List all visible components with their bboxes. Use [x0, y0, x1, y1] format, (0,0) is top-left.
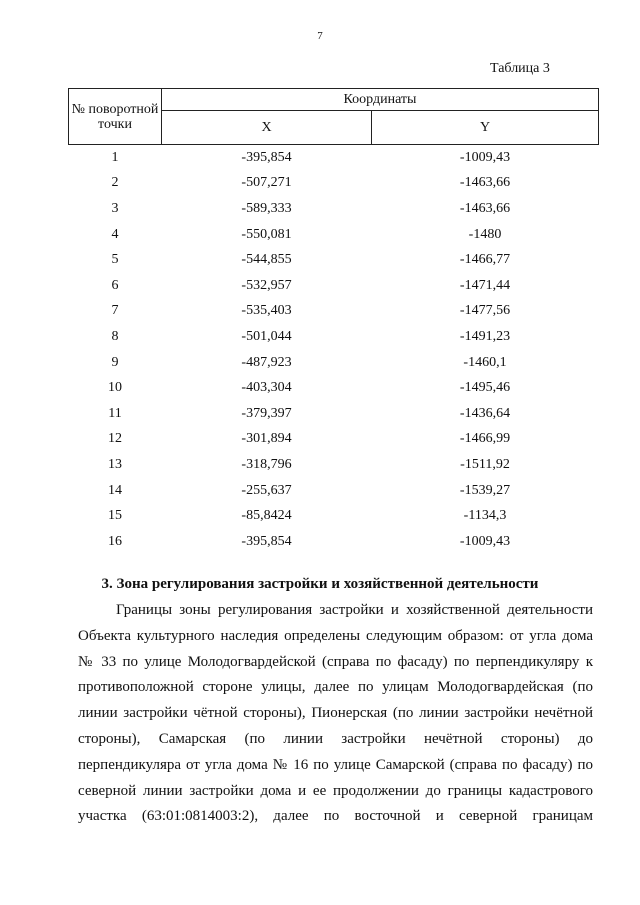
- cell-x: -255,637: [241, 482, 292, 498]
- cell-x: -395,854: [241, 149, 292, 165]
- cell-y: -1463,66: [459, 200, 511, 216]
- table-row: [69, 222, 599, 248]
- paragraph-line: участка (63:01:0814003:2), далее по восточной и северной границам: [78, 808, 593, 825]
- cell-y: -1009,43: [459, 149, 511, 165]
- paragraph-line: северной линии застройки дома и ее продолжении до границы кадастрового: [78, 782, 593, 799]
- cell-y: -1495,46: [459, 380, 511, 396]
- cell-y: -1480: [468, 226, 502, 242]
- cell-point-number: 10: [108, 380, 122, 396]
- header-point-number: № поворотной точки: [69, 89, 162, 145]
- table-row: [69, 427, 599, 453]
- table-label: Таблица 3: [490, 61, 550, 76]
- table-row: [69, 273, 599, 299]
- cell-y: -1471,44: [459, 277, 511, 293]
- cell-point-number: 14: [108, 482, 122, 498]
- table-row: [69, 529, 599, 555]
- cell-point-number: 15: [108, 508, 122, 524]
- cell-x: -395,854: [241, 533, 292, 549]
- header-x: X: [162, 111, 372, 145]
- paragraph-line: Границы зоны регулирования застройки и хозяйственной деятельности: [116, 602, 593, 618]
- paragraph-line: стороны), Самарская (по линии застройки нечётной стороны) до: [78, 730, 593, 747]
- cell-x: -85,8424: [241, 508, 292, 524]
- table-row: [69, 324, 599, 350]
- paragraph-line: перпендикуляра от угла дома № 16 по улице Самарской (справа по фасаду) по: [78, 756, 593, 773]
- cell-x: -501,044: [241, 328, 292, 344]
- table-row: [69, 171, 599, 197]
- cell-x: -379,397: [241, 405, 292, 421]
- cell-x: -589,333: [241, 200, 292, 216]
- cell-y: -1134,3: [463, 508, 507, 524]
- cell-point-number: 5: [111, 252, 119, 268]
- cell-point-number: 12: [108, 431, 122, 447]
- paragraph-line: противоположной стороне улицы, далее по улицам Молодогвардейская (по: [78, 679, 593, 696]
- cell-point-number: 2: [111, 175, 119, 191]
- cell-y: -1009,43: [459, 533, 511, 549]
- cell-point-number: 3: [111, 200, 119, 216]
- section-paragraph: [78, 598, 593, 830]
- cell-point-number: 8: [111, 328, 119, 344]
- table-row: [69, 350, 599, 376]
- cell-y: -1466,77: [459, 252, 511, 268]
- cell-y: -1436,64: [459, 405, 511, 421]
- cell-x: -535,403: [241, 303, 292, 319]
- cell-x: -487,923: [241, 354, 292, 370]
- cell-y: -1477,56: [459, 303, 511, 319]
- cell-y: -1539,27: [459, 482, 511, 498]
- cell-y: -1460,1: [463, 354, 507, 370]
- cell-point-number: 1: [111, 149, 119, 165]
- cell-x: -550,081: [241, 226, 292, 242]
- paragraph-line: Объекта культурного наследия определены следующим образом: от угла дома: [78, 627, 593, 644]
- cell-x: -301,894: [241, 431, 292, 447]
- cell-y: -1491,23: [459, 328, 511, 344]
- cell-x: -403,304: [241, 380, 292, 396]
- table-row: [69, 503, 599, 529]
- cell-point-number: 16: [108, 533, 122, 549]
- section-title: 3. Зона регулирования застройки и хозяйственной деятельности: [101, 576, 539, 592]
- header-coordinates: Координаты: [162, 89, 599, 111]
- cell-point-number: 9: [111, 354, 119, 370]
- cell-point-number: 13: [108, 456, 122, 472]
- cell-y: -1463,66: [459, 175, 511, 191]
- table-body: [69, 145, 599, 555]
- cell-y: -1511,92: [460, 456, 510, 472]
- cell-point-number: 11: [108, 405, 122, 421]
- page-number: 7: [317, 30, 323, 42]
- cell-y: -1466,99: [459, 431, 511, 447]
- coordinates-table: [68, 88, 599, 555]
- paragraph-line: линии застройки чётной стороны), Пионерская (по линии застройки нечётной: [78, 705, 593, 722]
- cell-x: -532,957: [241, 277, 292, 293]
- cell-x: -507,271: [241, 175, 292, 191]
- paragraph-line: № 33 по улице Молодогвардейской (справа по фасаду) по перпендикуляру к: [78, 653, 593, 670]
- table-row: [69, 196, 599, 222]
- table-row: [69, 145, 599, 171]
- cell-point-number: 4: [111, 226, 119, 242]
- table-row: [69, 452, 599, 478]
- cell-x: -318,796: [241, 456, 292, 472]
- table-row: [69, 478, 599, 504]
- cell-point-number: 6: [111, 277, 119, 293]
- header-y: Y: [372, 111, 599, 145]
- cell-point-number: 7: [111, 303, 119, 319]
- table-row: [69, 375, 599, 401]
- cell-x: -544,855: [241, 252, 292, 268]
- table-row: [69, 401, 599, 427]
- table-row: [69, 299, 599, 325]
- table-row: [69, 247, 599, 273]
